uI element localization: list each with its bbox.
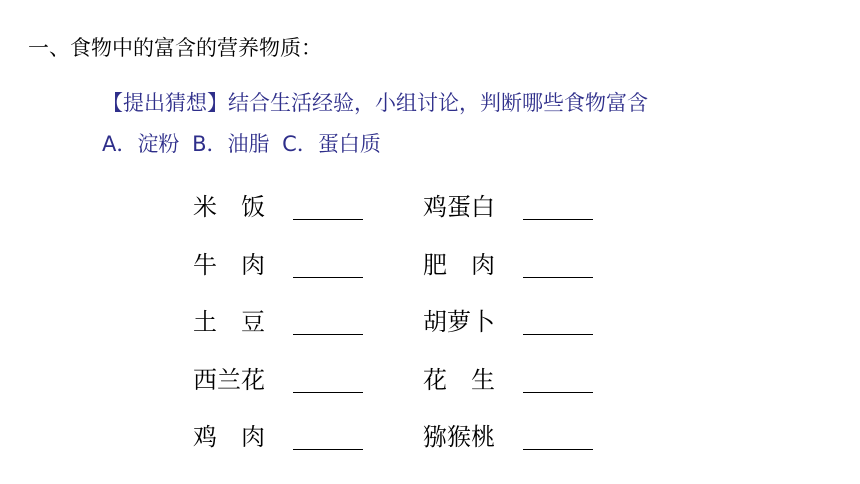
food-row xyxy=(193,291,653,349)
answer-blank[interactable] xyxy=(523,370,593,393)
food-row xyxy=(193,406,653,464)
food-row xyxy=(193,176,653,234)
food-label: 米 饭 xyxy=(193,193,265,222)
food-item xyxy=(423,417,653,452)
answer-blank[interactable] xyxy=(293,427,363,450)
answer-blank[interactable] xyxy=(293,197,363,220)
food-label: 鸡蛋白 xyxy=(423,193,495,222)
food-label: 猕猴桃 xyxy=(423,423,495,452)
hypothesis-prompt: 【提出猜想】结合生活经验，小组讨论，判断哪些食物富含 xyxy=(102,91,648,115)
food-item xyxy=(423,245,653,280)
food-row xyxy=(193,234,653,292)
answer-blank[interactable] xyxy=(523,197,593,220)
food-item xyxy=(193,417,423,452)
answer-options xyxy=(102,128,387,158)
food-label: 鸡 肉 xyxy=(193,423,265,452)
food-label: 肥 肉 xyxy=(423,250,495,279)
answer-blank[interactable] xyxy=(523,427,593,450)
food-row xyxy=(193,349,653,407)
section-heading: 一、食物中的富含的营养物质： xyxy=(28,36,322,60)
food-item xyxy=(193,302,423,337)
food-item xyxy=(193,245,423,280)
food-item xyxy=(423,302,653,337)
food-label: 胡萝卜 xyxy=(423,308,495,337)
food-label: 牛 肉 xyxy=(193,250,265,279)
food-item xyxy=(193,187,423,222)
food-label: 西兰花 xyxy=(193,365,265,394)
answer-blank[interactable] xyxy=(293,312,363,335)
answer-blank[interactable] xyxy=(523,312,593,335)
answer-blank[interactable] xyxy=(293,255,363,278)
answer-blank[interactable] xyxy=(293,370,363,393)
answer-blank[interactable] xyxy=(523,255,593,278)
food-label: 花 生 xyxy=(423,365,495,394)
food-item-grid xyxy=(193,176,653,464)
option-b: B．油脂 xyxy=(192,132,270,156)
food-label: 土 豆 xyxy=(193,308,265,337)
food-item xyxy=(423,360,653,395)
option-c: C．蛋白质 xyxy=(282,132,381,156)
food-item xyxy=(423,187,653,222)
food-item xyxy=(193,360,423,395)
option-a: A．淀粉 xyxy=(102,132,180,156)
